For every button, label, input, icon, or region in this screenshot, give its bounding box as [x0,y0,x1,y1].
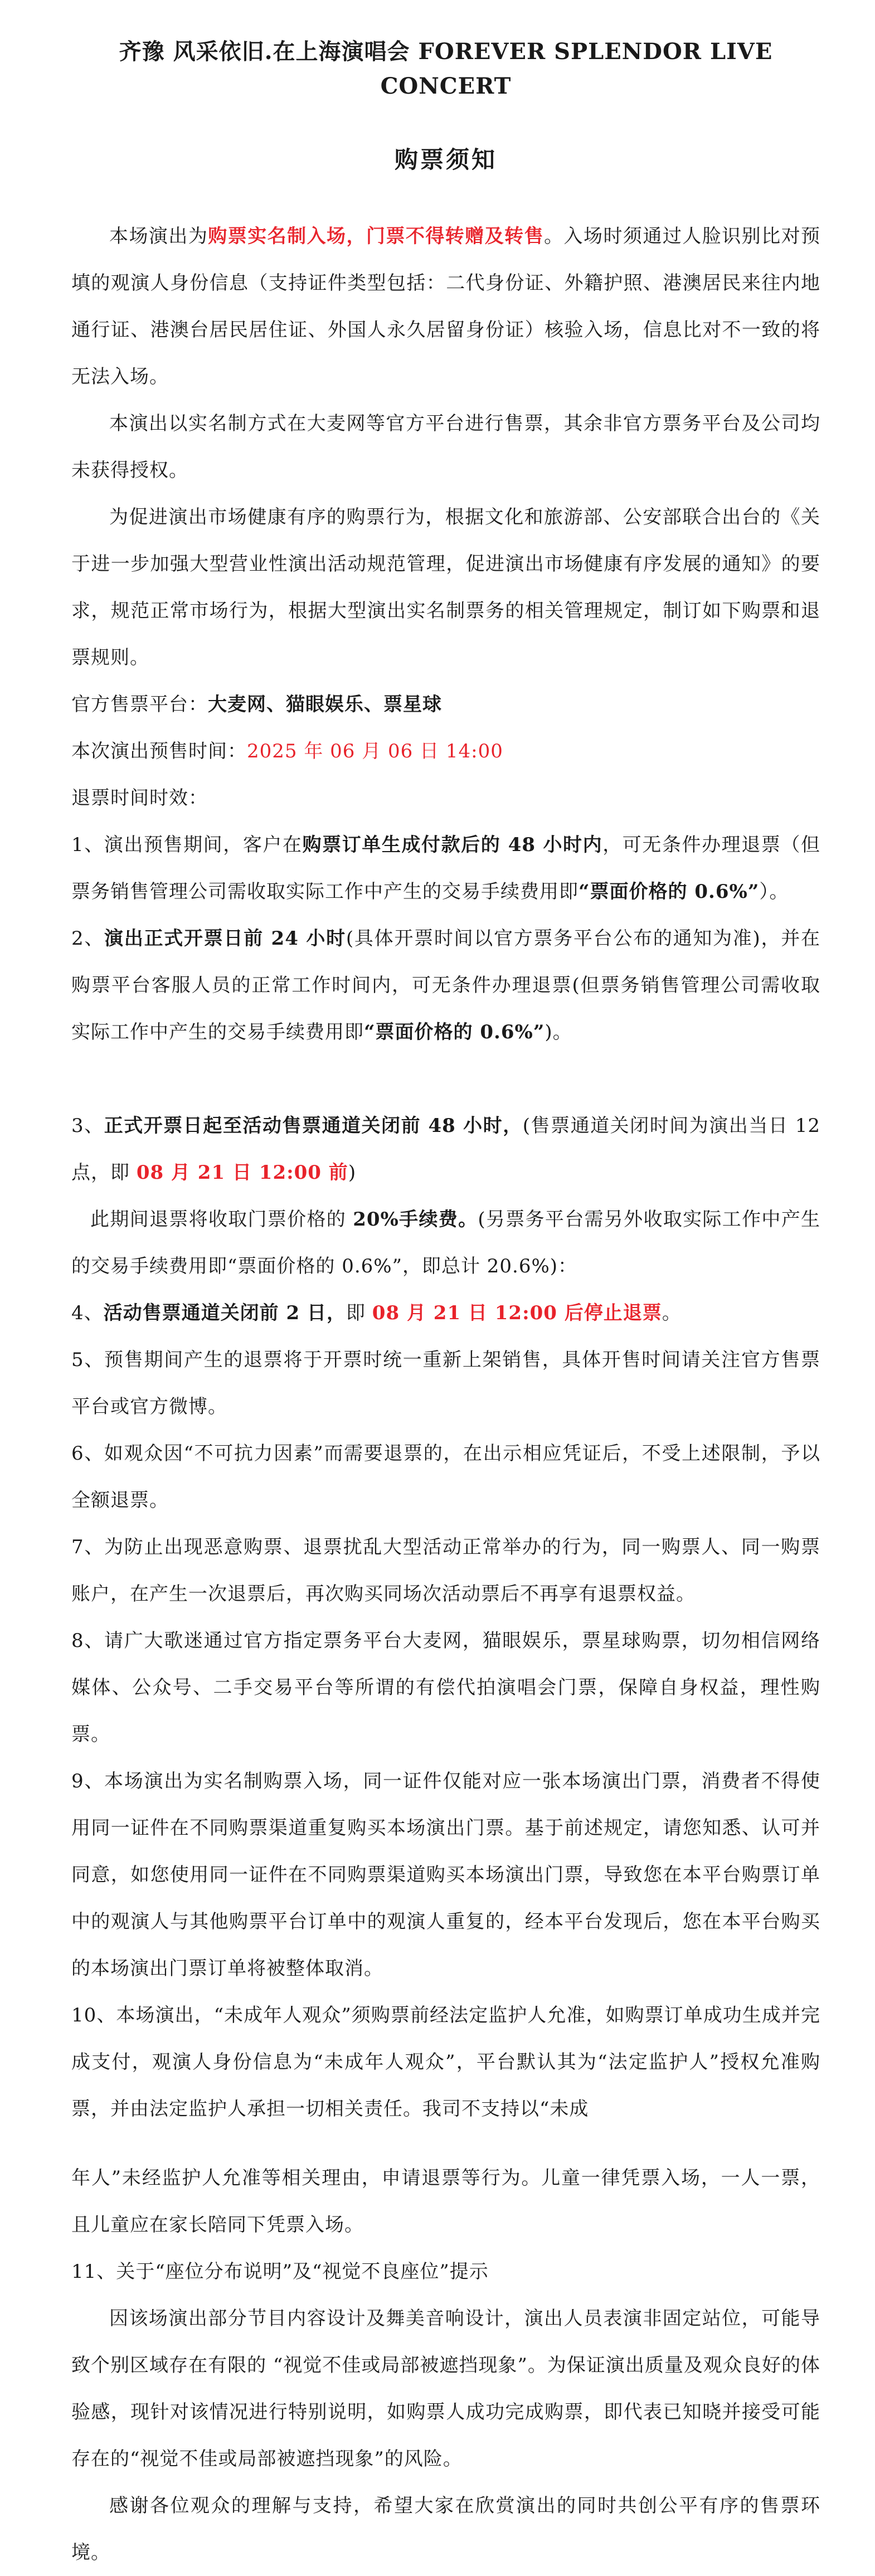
r1-e: ）。 [759,881,789,903]
refund-rule-3-fee [71,1196,820,1290]
rule-11-heading: 11、关于“座位分布说明”及“视觉不良座位”提示 [71,2261,489,2283]
rule-10-part-1: 10、本场演出，“未成年人观众”须购票前经法定监护人允准，如购票订单成功生成并完成支付，观演人身份信息为“未成年人观众”，平台默认其为“法定监护人”授权允准购票，并由法定监护人承担一切相关责任。我司不支持以“未成 [71,2004,820,2120]
r3-c: (售票通道关闭时间为演出当日 12 点，即 [71,1115,820,1184]
r2-c: (具体开票时间以官方票务平台公布的通知为准)，并在购票平台客服人员的正常工作时间内，可无条件办理退票(但票务销售管理公司需收取实际工作中产生的交易手续费用即 [71,927,820,1043]
paragraph-official-platforms: 本演出以实名制方式在大麦网等官方平台进行售票，其余非官方票务平台及公司均未获得授权。 [71,412,820,482]
r1-c: ，可无条件办理退票（但票务销售管理公司需收取实际工作中产生的交易手续费用即 [71,834,820,903]
platforms-value: 大麦网、猫眼娱乐、票星球 [208,693,442,716]
paragraph-real-name-entry [71,213,820,400]
refund-rule-4 [71,1290,820,1336]
presale-value: 2025 年 06 月 06 日 14:00 [247,740,503,762]
r2-d: “票面价格的 0.6%” [364,1021,545,1043]
r2-b: 演出正式开票日前 24 小时 [104,927,346,950]
closing-paragraph: 感谢各位观众的理解与支持，希望大家在欣赏演出的同时共创公平有序的售票环境。 [71,2495,820,2564]
rule-9: 9、本场演出为实名制购票入场，同一证件仅能对应一张本场演出门票，消费者不得使用同一证件在不同购票渠道重复购买本场演出门票。基于前述规定，请您知悉、认可并同意，如您使用同一证件在不同购票渠道购买本场演出门票，导致您在本平台购票订单中的观演人与其他购票平台订单中的观演人重复的，经本平台发现后，您在本平台购买的本场演出门票订单将被整体取消。 [71,1770,820,1980]
r1-d: “票面价格的 0.6%” [579,881,760,903]
presale-time-line [71,728,820,775]
blank-line [71,1056,820,1102]
blank-gap [71,2132,820,2155]
document-title: 齐豫 风采依旧.在上海演唱会 FOREVER SPLENDOR LIVE CONCERT [119,38,773,99]
r3b-b: 20%手续费。 [353,1208,478,1231]
presale-label: 本次演出预售时间： [71,740,247,762]
r3-e: ) [348,1161,357,1184]
platforms-label: 官方售票平台： [71,693,208,716]
r3b-a: 此期间退票将收取门票价格的 [90,1208,353,1231]
r1-b: 购票订单生成付款后的 48 小时内 [302,834,603,856]
r3b-c: (另票务平台需另外收取实际工作中产生的交易手续费用即“票面价格的 0.6%”，即总计 20.6%)： [71,1208,821,1277]
r4-d: 08 月 21 日 12:00 后停止退票 [372,1302,662,1324]
refund-rule-3 [71,1102,820,1196]
p1-text-a: 本场演出为 [109,225,208,247]
r4-e: 。 [662,1302,682,1324]
r2-a: 2、 [71,927,105,950]
refund-rule-2 [71,915,820,1056]
r4-c: 即 [346,1302,372,1324]
refund-heading: 退票时间时效： [71,787,208,809]
r3-d: 08 月 21 日 12:00 前 [136,1161,348,1184]
r3-a: 3、 [71,1115,104,1137]
rule-11-body: 因该场演出部分节目内容设计及舞美音响设计，演出人员表演非固定站位，可能导致个别区域存在有限的 “视觉不佳或局部被遮挡现象”。为保证演出质量及观众良好的体验感，现针对该情况进行特别说明，如购票人成功完成购票，即代表已知晓并接受可能存在的“视觉不佳或局部被遮挡现象”的风险。 [71,2307,820,2470]
rule-6: 6、如观众因“不可抗力因素”而需要退票的，在出示相应凭证后，不受上述限制，予以全额退票。 [71,1442,820,1511]
r4-b: 活动售票通道关闭前 2 日， [103,1302,346,1324]
r4-a: 4、 [71,1302,104,1324]
p1-text-c: 。入场时须通过人脸识别比对预填的观演人身份信息（支持证件类型包括：二代身份证、外籍护照、港澳居民来往内地通行证、港澳台居民居住证、外国人永久居留身份证）核验入场，信息比对不一致的将无法入场。 [71,225,821,388]
r3-b: 正式开票日起至活动售票通道关闭前 48 小时， [104,1115,523,1137]
p1-highlight: 购票实名制入场，门票不得转赠及转售 [208,225,545,247]
r2-e: )。 [545,1021,572,1043]
rule-7: 7、为防止出现恶意购票、退票扰乱大型活动正常举办的行为，同一购票人、同一购票账户，在产生一次退票后，再次购买同场次活动票后不再享有退票权益。 [71,1536,820,1605]
paragraph-regulations: 为促进演出市场健康有序的购票行为，根据文化和旅游部、公安部联合出台的《关于进一步加强大型营业性演出活动规范管理，促进演出市场健康有序发展的通知》的要求，规范正常市场行为，根据大型演出实名制票务的相关管理规定，制订如下购票和退票规则。 [71,506,820,669]
rule-8: 8、请广大歌迷通过官方指定票务平台大麦网，猫眼娱乐，票星球购票，切勿相信网络媒体、公众号、二手交易平台等所谓的有偿代拍演唱会门票，保障自身权益，理性购票。 [71,1630,820,1746]
rule-10-part-2: 年人”未经监护人允准等相关理由，申请退票等行为。儿童一律凭票入场，一人一票，且儿童应在家长陪同下凭票入场。 [71,2167,820,2236]
rule-5: 5、预售期间产生的退票将于开票时统一重新上架销售，具体开售时间请关注官方售票平台或官方微博。 [71,1349,820,1418]
refund-rule-1 [71,822,820,915]
r1-a: 1、演出预售期间，客户在 [71,834,303,856]
document-subtitle: 购票须知 [394,146,497,173]
official-platforms-line [71,681,820,728]
